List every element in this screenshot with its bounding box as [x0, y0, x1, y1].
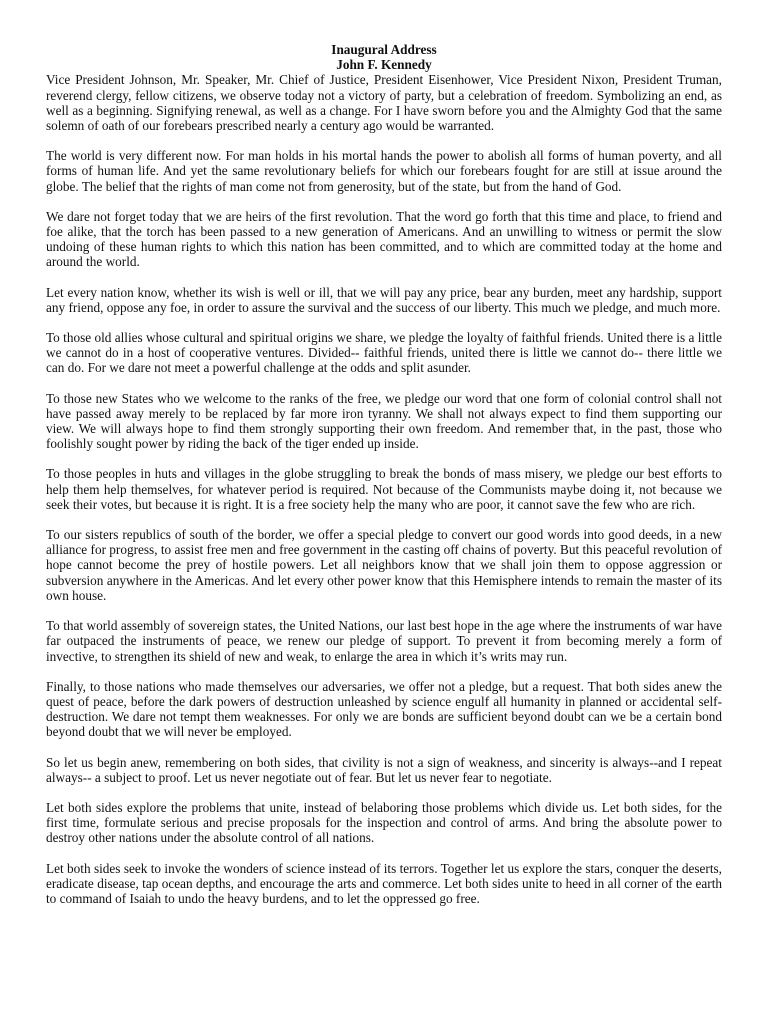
paragraph: To those peoples in huts and villages in the globe struggling to break the bonds of mass misery, we pledge our best efforts to help them help themselves, for whatever period is required. Not because of the Communists maybe doing it, not because we seek their votes, but because it is right. It is a free society help the many who are poor, it cannot save the few who are rich.: [46, 466, 722, 512]
paragraph: Vice President Johnson, Mr. Speaker, Mr. Chief of Justice, President Eisenhower, Vice President Nixon, President Truman, reverend clergy, fellow citizens, we observe today not a victory of party, but a celebration of freedom. Symbolizing an end, as well as a beginning. Signifying renewal, as well as a change. For I have sworn before you and the Almighty God that the same solemn of oath of our forebears prescribed nearly a century ago would be warranted.: [46, 72, 722, 134]
paragraph: Finally, to those nations who made themselves our adversaries, we offer not a pledge, but a request. That both sides anew the quest of peace, before the dark powers of destruction unleashed by science engulf all humanity in planned or accidental self-destruction. We dare not tempt them weaknesses. For only we are bonds are sufficient beyond doubt can we be a certain bond beyond doubt that we will never be employed.: [46, 678, 722, 740]
paragraph: So let us begin anew, remembering on both sides, that civility is not a sign of weakness, and sincerity is always--and I repeat always-- a subject to proof. Let us never negotiate out of fear. But let us never fear to negotiate.: [46, 754, 722, 785]
paragraph: Let every nation know, whether its wish is well or ill, that we will pay any price, bear any burden, meet any hardship, support any friend, oppose any foe, in order to assure the survival and the success of our liberty. This much we pledge, and much more.: [46, 284, 722, 315]
paragraph: We dare not forget today that we are heirs of the first revolution. That the word go forth that this time and place, to friend and foe alike, that the torch has been passed to a new generation of Americans. And an unwilling to witness or permit the slow undoing of these human rights to which this nation has been committed, and to which are committed today at the home and around the world.: [46, 208, 722, 270]
document-title: Inaugural Address: [331, 42, 437, 57]
paragraph: The world is very different now. For man holds in his mortal hands the power to abolish all forms of human poverty, and all forms of human life. And yet the same revolutionary beliefs for which our forebears fought for are still at issue around the globe. The belief that the rights of man come not from generosity, but of the state, but from the hand of God.: [46, 148, 722, 194]
paragraph: Let both sides seek to invoke the wonders of science instead of its terrors. Together let us explore the stars, conquer the deserts, eradicate disease, tap ocean depths, and encourage the arts and commerce. Let both sides unite to heed in all corner of the earth to command of Isaiah to undo the heavy burdens, and to let the oppressed go free.: [46, 860, 722, 906]
paragraph: Let both sides explore the problems that unite, instead of belaboring those problems which divide us. Let both sides, for the first time, formulate serious and precise proposals for the inspection and control of arms. And bring the absolute power to destroy other nations under the absolute control of all nations.: [46, 799, 722, 846]
paragraph: To that world assembly of sovereign states, the United Nations, our last best hope in the age where the instruments of war have far outpaced the instruments of peace, we renew our pledge of support. To prevent it from becoming merely a form of invective, to strengthen its shield of new and weak, to enlarge the area in which it’s writs may run.: [46, 618, 722, 664]
document-body: [46, 72, 722, 906]
paragraph: To those new States who we welcome to the ranks of the free, we pledge our word that one form of colonial control shall not have passed away merely to be replaced by far more iron tyranny. We shall not always expect to find them supporting our view. We will always hope to find them strongly supporting their own freedom. And remember that, in the past, those who foolishly sought power by riding the back of the tiger ended up inside.: [46, 390, 722, 452]
document-page: [46, 42, 722, 906]
paragraph: To those old allies whose cultural and spiritual origins we share, we pledge the loyalty of faithful friends. United there is a little we cannot do in a host of cooperative ventures. Divided-- faithful friends, united there is little we cannot do-- there little we can do. For we dare not meet a powerful challenge at the odds and split asunder.: [46, 330, 722, 376]
document-author: John F. Kennedy: [336, 57, 432, 73]
paragraph: To our sisters republics of south of the border, we offer a special pledge to convert our good words into good deeds, in a new alliance for progress, to assist free men and free government in the casting off chains of poverty. But this peaceful revolution of hope cannot become the prey of hostile powers. Let all neighbors know that we shall join them to oppose aggression or subversion anywhere in the Americas. And let every other power know that this Hemisphere intends to remain the master of its own house.: [46, 527, 722, 603]
